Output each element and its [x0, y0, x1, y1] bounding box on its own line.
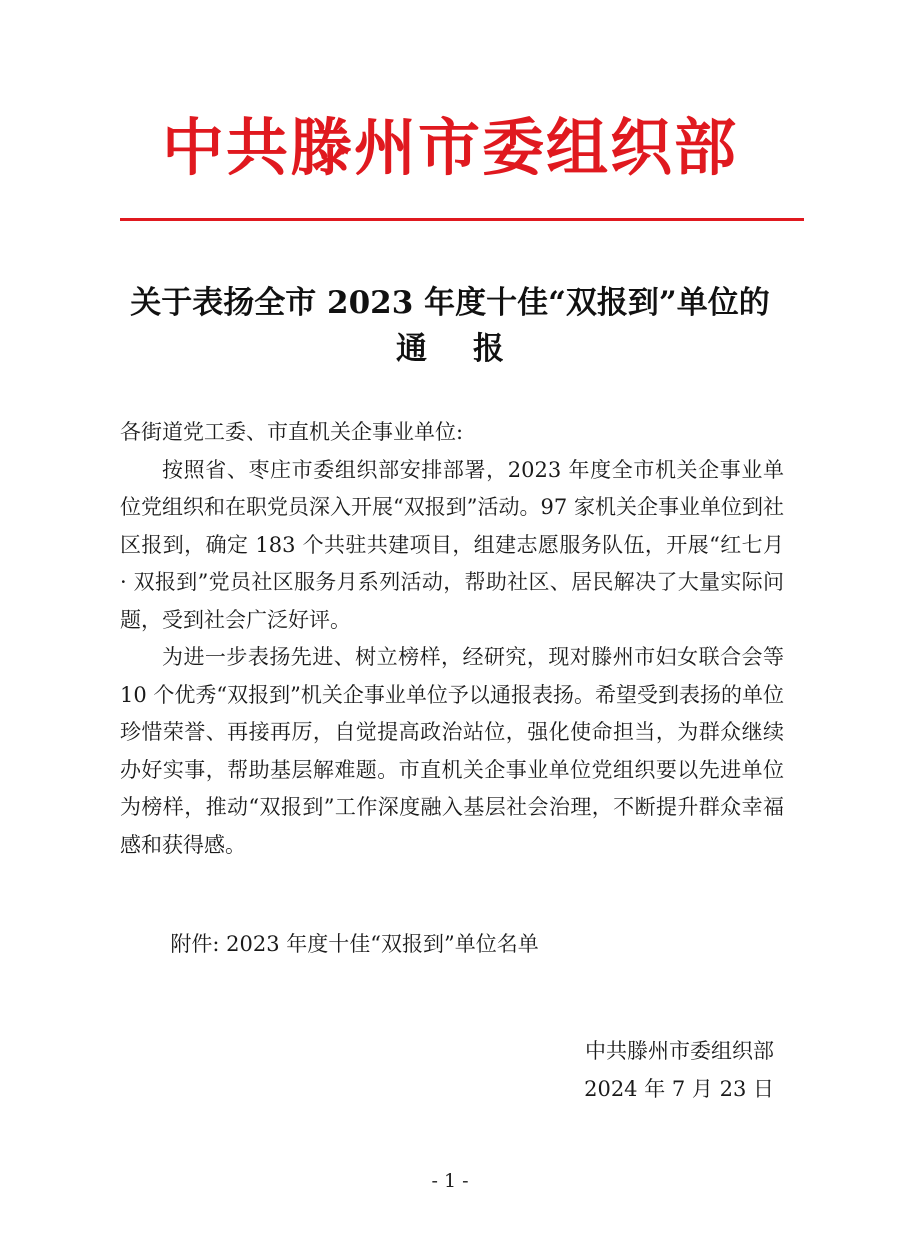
- page-number: - 1 -: [431, 1170, 469, 1192]
- attachment-note: 附件: 2023 年度十佳“双报到”单位名单: [170, 932, 539, 956]
- red-divider-line: [120, 218, 804, 221]
- salutation: 各街道党工委、市直机关企事业单位:: [120, 420, 464, 444]
- title-line-1: 关于表扬全市 2023 年度十佳“双报到”单位的: [130, 285, 770, 321]
- document-body: [120, 414, 784, 864]
- body-paragraph-1: 按照省、枣庄市委组织部安排部署，2023 年度全市机关企事业单位党组织和在职党员深入开展“双报到”活动。97 家机关企事业单位到社区报到，确定 183 个共驻共建项目，组建志愿服务队伍，开展“红七月 · 双报到”党员社区服务月系列活动，帮助社区、居民解决了大量实际问题，受到社会广泛好评。: [120, 457, 784, 632]
- signature-block: [584, 1032, 774, 1108]
- title-line-2: [0, 326, 900, 372]
- signature-org: 中共滕州市委组织部: [585, 1039, 774, 1063]
- issuing-org-header: 中共滕州市委组织部: [161, 111, 738, 184]
- document-title: [0, 280, 900, 372]
- signature-date: 2024 年 7 月 23 日: [584, 1077, 774, 1101]
- title-line-2-text: 通报: [396, 331, 550, 367]
- body-paragraph-2: 为进一步表扬先进、树立榜样，经研究，现对滕州市妇女联合会等 10 个优秀“双报到”机关企事业单位予以通报表扬。希望受到表扬的单位珍惜荣誉、再接再厉，自觉提高政治站位，强化使命担当，为群众继续办好实事，帮助基层解难题。市直机关企事业单位党组织要以先进单位为榜样，推动“双报到”工作深度融入基层社会治理，不断提升群众幸福感和获得感。: [120, 645, 784, 857]
